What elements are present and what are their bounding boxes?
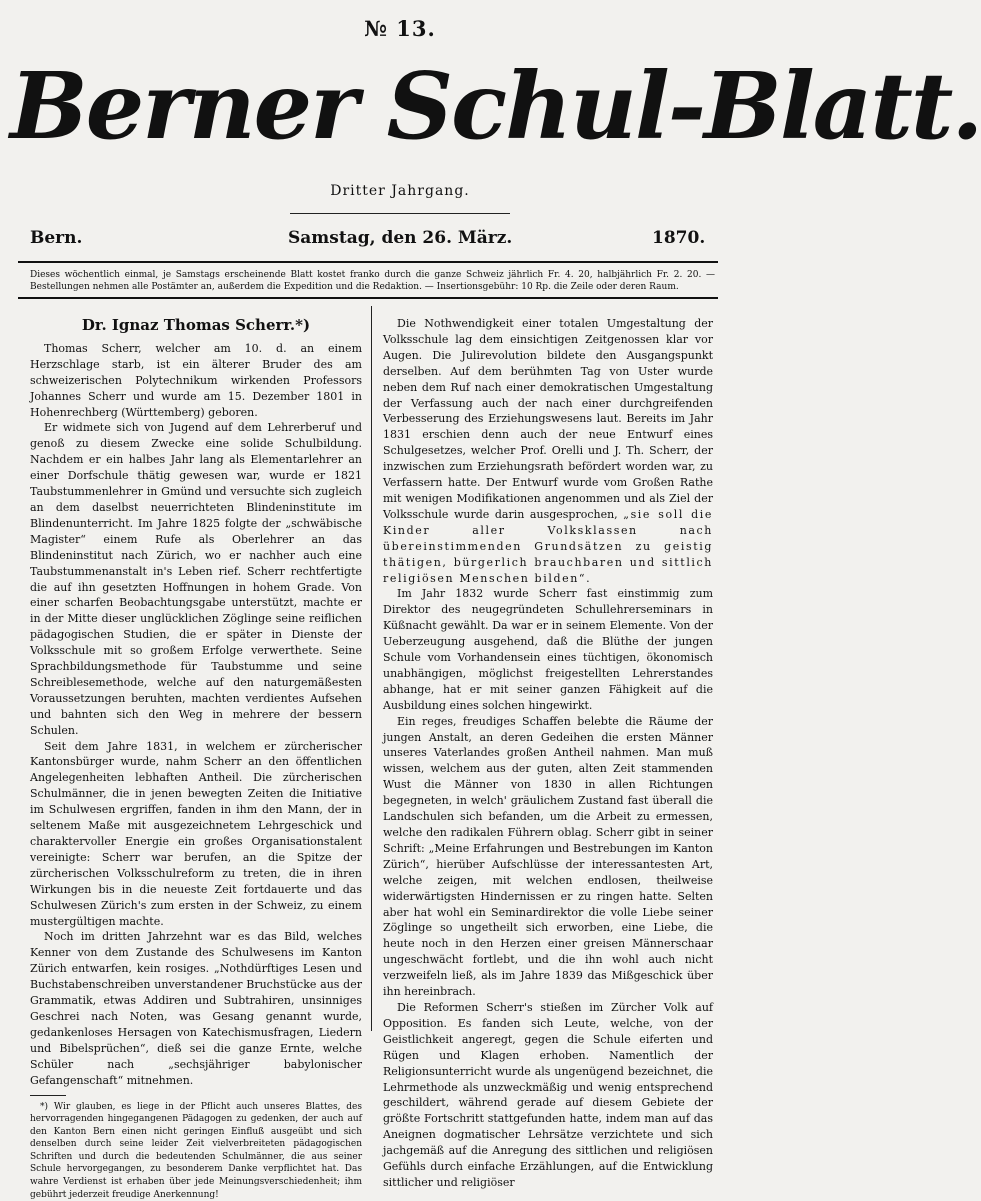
notice-bottom-rule bbox=[18, 297, 718, 299]
paragraph: Thomas Scherr, welcher am 10. d. an einem Herzschlage starb, ist ein älterer Bruder des am schweizerischen Polytechnikum wirkenden Professors Johannes Scherr und wurde am 15. Dezember 1801 in Hohenrechberg (Württemberg) geboren. bbox=[30, 341, 362, 421]
footnote-text: *) Wir glauben, es liege in der Pflicht auch unseres Blattes, des hervorragenden hingegangenen Pädagogen zu gedenken, der auch auf den Kanton Bern einen nicht geringen Einfluß ausgeübt und sich denselben durch seine leider Zeit vielverbreiteten pädagogischen Schriften und durch die bedeutenden Schulmänner, die aus seiner Schule hervorgegangen, zu besonderem Danke verpflichtet hat. Das wahre Verdienst ist erhaben über jede Meinungsverschiedenheit; ihm gebührt jederzeit freudige Anerkennung! bbox=[30, 1101, 362, 1201]
paragraph: Die Reformen Scherr's stießen im Zürcher Volk auf Opposition. Es fanden sich Leute, welche, von der Geistlichkeit angeregt, gegen die Schule eiferten und Rügen und Klagen erhoben. Namentlich der Religionsunterricht wurde als ungenügend bezeichnet, die Lehrmethode als unzweckmäßig und wenig entsprechend geschildert, während gerade auf diesem Gebiete der größte Fortschritt stattgefunden hatte, indem man auf das Aneignen dogmatischer Lehrsätze verzichtete und sich jachgemäß auf die Anregung des sittlichen und religiösen Gefühls durch einfache Erzählungen, auf die Entwicklung sittlicher und religiöser bbox=[383, 1000, 713, 1191]
paragraph: Seit dem Jahre 1831, in welchem er zürcherischer Kantonsbürger wurde, nahm Scherr an den öffentlichen Angelegenheiten lebhaften Antheil. Die zürcherischen Schulmänner, die in jenen bewegten Zeiten die Initiative im Schulwesen ergriffen, fanden in ihm den Mann, der in seltenem Maße mit ausgezeichnetem Lehrgeschick und charaktervoller Energie ein großes Organisationstalent vereinigte: Scherr war berufen, an die Spitze der zürcherischen Volksschulreform zu treten, die in ihren Wirkungen bis in die neueste Zeit fortdauerte und das Schulwesen Zürich's zum ersten in der Schweiz, zu einem mustergültigen machte. bbox=[30, 739, 362, 930]
paragraph: Im Jahr 1832 wurde Scherr fast einstimmig zum Direktor des neugegründeten Schullehrerseminars in Küßnacht gewählt. Da war er in seinem Elemente. Von der Ueberzeugung ausgehend, daß die Blüthe der jungen Schule vom Vorhandensein eines tüchtigen, ökonomisch unabhängigen, möglichst freigestellten Lehrerstandes abhange, hat er mit seiner ganzen Fähigkeit auf die Ausbildung eines solchen hingewirkt. bbox=[383, 586, 713, 713]
issue-number: № 13. bbox=[0, 16, 800, 41]
notice-top-rule bbox=[18, 261, 718, 263]
paragraph: Ein reges, freudiges Schaffen belebte die Räume der jungen Anstalt, an deren Gedeihen die ersten Männer unseres Vaterlandes großen Antheil nahmen. Man muß wissen, welchem aus der guten, alten Zeit stammenden Wust die Männer von 1830 in allen Richtungen begegneten, in welch' gräulichem Zustand fast überall die Landschulen sich befanden, um die Arbeit zu ermessen, welche den radikalen Führern oblag. Scherr gibt in seiner Schrift: „Meine Erfahrungen und Bestrebungen im Kanton Zürich“, hierüber Aufschlüsse der interessantesten Art, welche zeigen, mit welchen endlosen, theilweise widerwärtigsten Hindernissen er zu ringen hatte. Selten aber hat wohl ein Seminardirektor die volle Liebe seiner Zöglinge so ungetheilt sich erworben, eine Liebe, die heute noch in den Herzen einer greisen Männerschaar ungeschwächt fortlebt, und die ihn wohl auch nicht verzweifeln ließ, als im Jahre 1839 das Mißgeschick über ihn hereinbrach. bbox=[383, 714, 713, 1000]
footnote bbox=[30, 1101, 362, 1201]
subscription-notice: Dieses wöchentlich einmal, je Samstags erscheinende Blatt kostet franko durch die ganze Schweiz jährlich Fr. 4. 20, halbjährlich Fr. 2. 20. — Bestellungen nehmen alle Postämter an, außerdem die Expedition und die Redaktion. — Insertionsgebühr: 10 Rp. die Zeile oder deren Raum. bbox=[30, 269, 715, 293]
column-left bbox=[30, 316, 362, 1201]
masthead-rule bbox=[290, 213, 510, 214]
school-goal-quote: „sie soll die Kinder aller Volksklassen nach übereinstimmenden Grundsätzen zu geistig thätigen, bürgerlich brauchbaren und sittlich religiösen Menschen bilden“. bbox=[383, 508, 713, 585]
dateline-date: Samstag, den 26. März. bbox=[288, 228, 512, 248]
masthead-title: Berner Schul-Blatt. bbox=[10, 46, 790, 166]
article-title: Dr. Ignaz Thomas Scherr.*) bbox=[30, 318, 362, 334]
paragraph bbox=[383, 316, 713, 586]
footnote-rule bbox=[30, 1095, 66, 1096]
paragraph-text: Die Nothwendigkeit einer totalen Umgestaltung der Volksschule lag dem einsichtigen Zeitgenossen klar vor Augen. Die Julirevolution bildete den Ausgangspunkt derselben. Auf dem berühmten Tag von Uster wurde neben dem Ruf nach einer demokratischen Umgestaltung der Verfassung auch der nach einer durchgreifenden Verbesserung des Erziehungswesens laut. Bereits im Jahr 1831 erschien denn auch der neue Entwurf eines Schulgesetzes, welcher Prof. Orelli und J. Th. Scherr, der inzwischen zum Erziehungsrath befördert worden war, zu Verfassern hatte. Der Entwurf wurde vom Großen Rathe mit wenigen Modifikationen angenommen und als Ziel der Volksschule wurde darin ausgesprochen, bbox=[383, 317, 713, 521]
dateline-place: Bern. bbox=[30, 228, 82, 248]
volume-line: Dritter Jahrgang. bbox=[0, 183, 800, 199]
paragraph: Er widmete sich von Jugend auf dem Lehrerberuf und genoß zu diesem Zwecke eine solide Schulbildung. Nachdem er ein halbes Jahr lang als Elementarlehrer an einer Dorfschule thätig gewesen war, wurde er 1821 Taubstummenlehrer in Gmünd und versuchte sich zugleich an dem daselbst neuerrichteten Blindeninstitute im Blindenunterricht. Im Jahre 1825 folgte der „schwäbische Magister“ einem Rufe als Oberlehrer an das Blindeninstitut nach Zürich, wo er nachher auch eine Taubstummenanstalt in's Leben rief. Scherr rechtfertigte die auf ihn gesetzten Hoffnungen in hohem Grade. Von einer scharfen Beobachtungsgabe unterstützt, machte er in der Mitte dieser unglücklichen Zöglinge seine reiflichen pädagogischen Studien, die er später in Dienste der Volksschule mit so großem Erfolge verwerthete. Seine Sprachbildungsmethode für Taubstumme und seine Schreiblesemethode, welche auf den naturgemäßesten Voraussetzungen beruhten, machten verdientes Aufsehen und bahnten sich den Weg in mehrere der bessern Schulen. bbox=[30, 420, 362, 738]
paragraph: Noch im dritten Jahrzehnt war es das Bild, welches Kenner von dem Zustande des Schulwesens im Kanton Zürich entwarfen, kein rosiges. „Nothdürftiges Lesen und Buchstabenschreiben unverstandener Bruchstücke aus der Grammatik, etwas Addiren und Subtrahiren, unsinniges Geschrei nach Noten, was Gesang genannt wurde, gedankenloses Hersagen von Katechismusfragen, Liedern und Bibelsprüchen“, dieß sei die ganze Ernte, welche Schüler nach „sechsjähriger babylonischer Gefangenschaft“ mitnehmen. bbox=[30, 929, 362, 1088]
dateline-year: 1870. bbox=[652, 228, 705, 248]
column-right bbox=[383, 316, 713, 1191]
dateline bbox=[30, 228, 710, 252]
column-divider bbox=[371, 306, 372, 1031]
